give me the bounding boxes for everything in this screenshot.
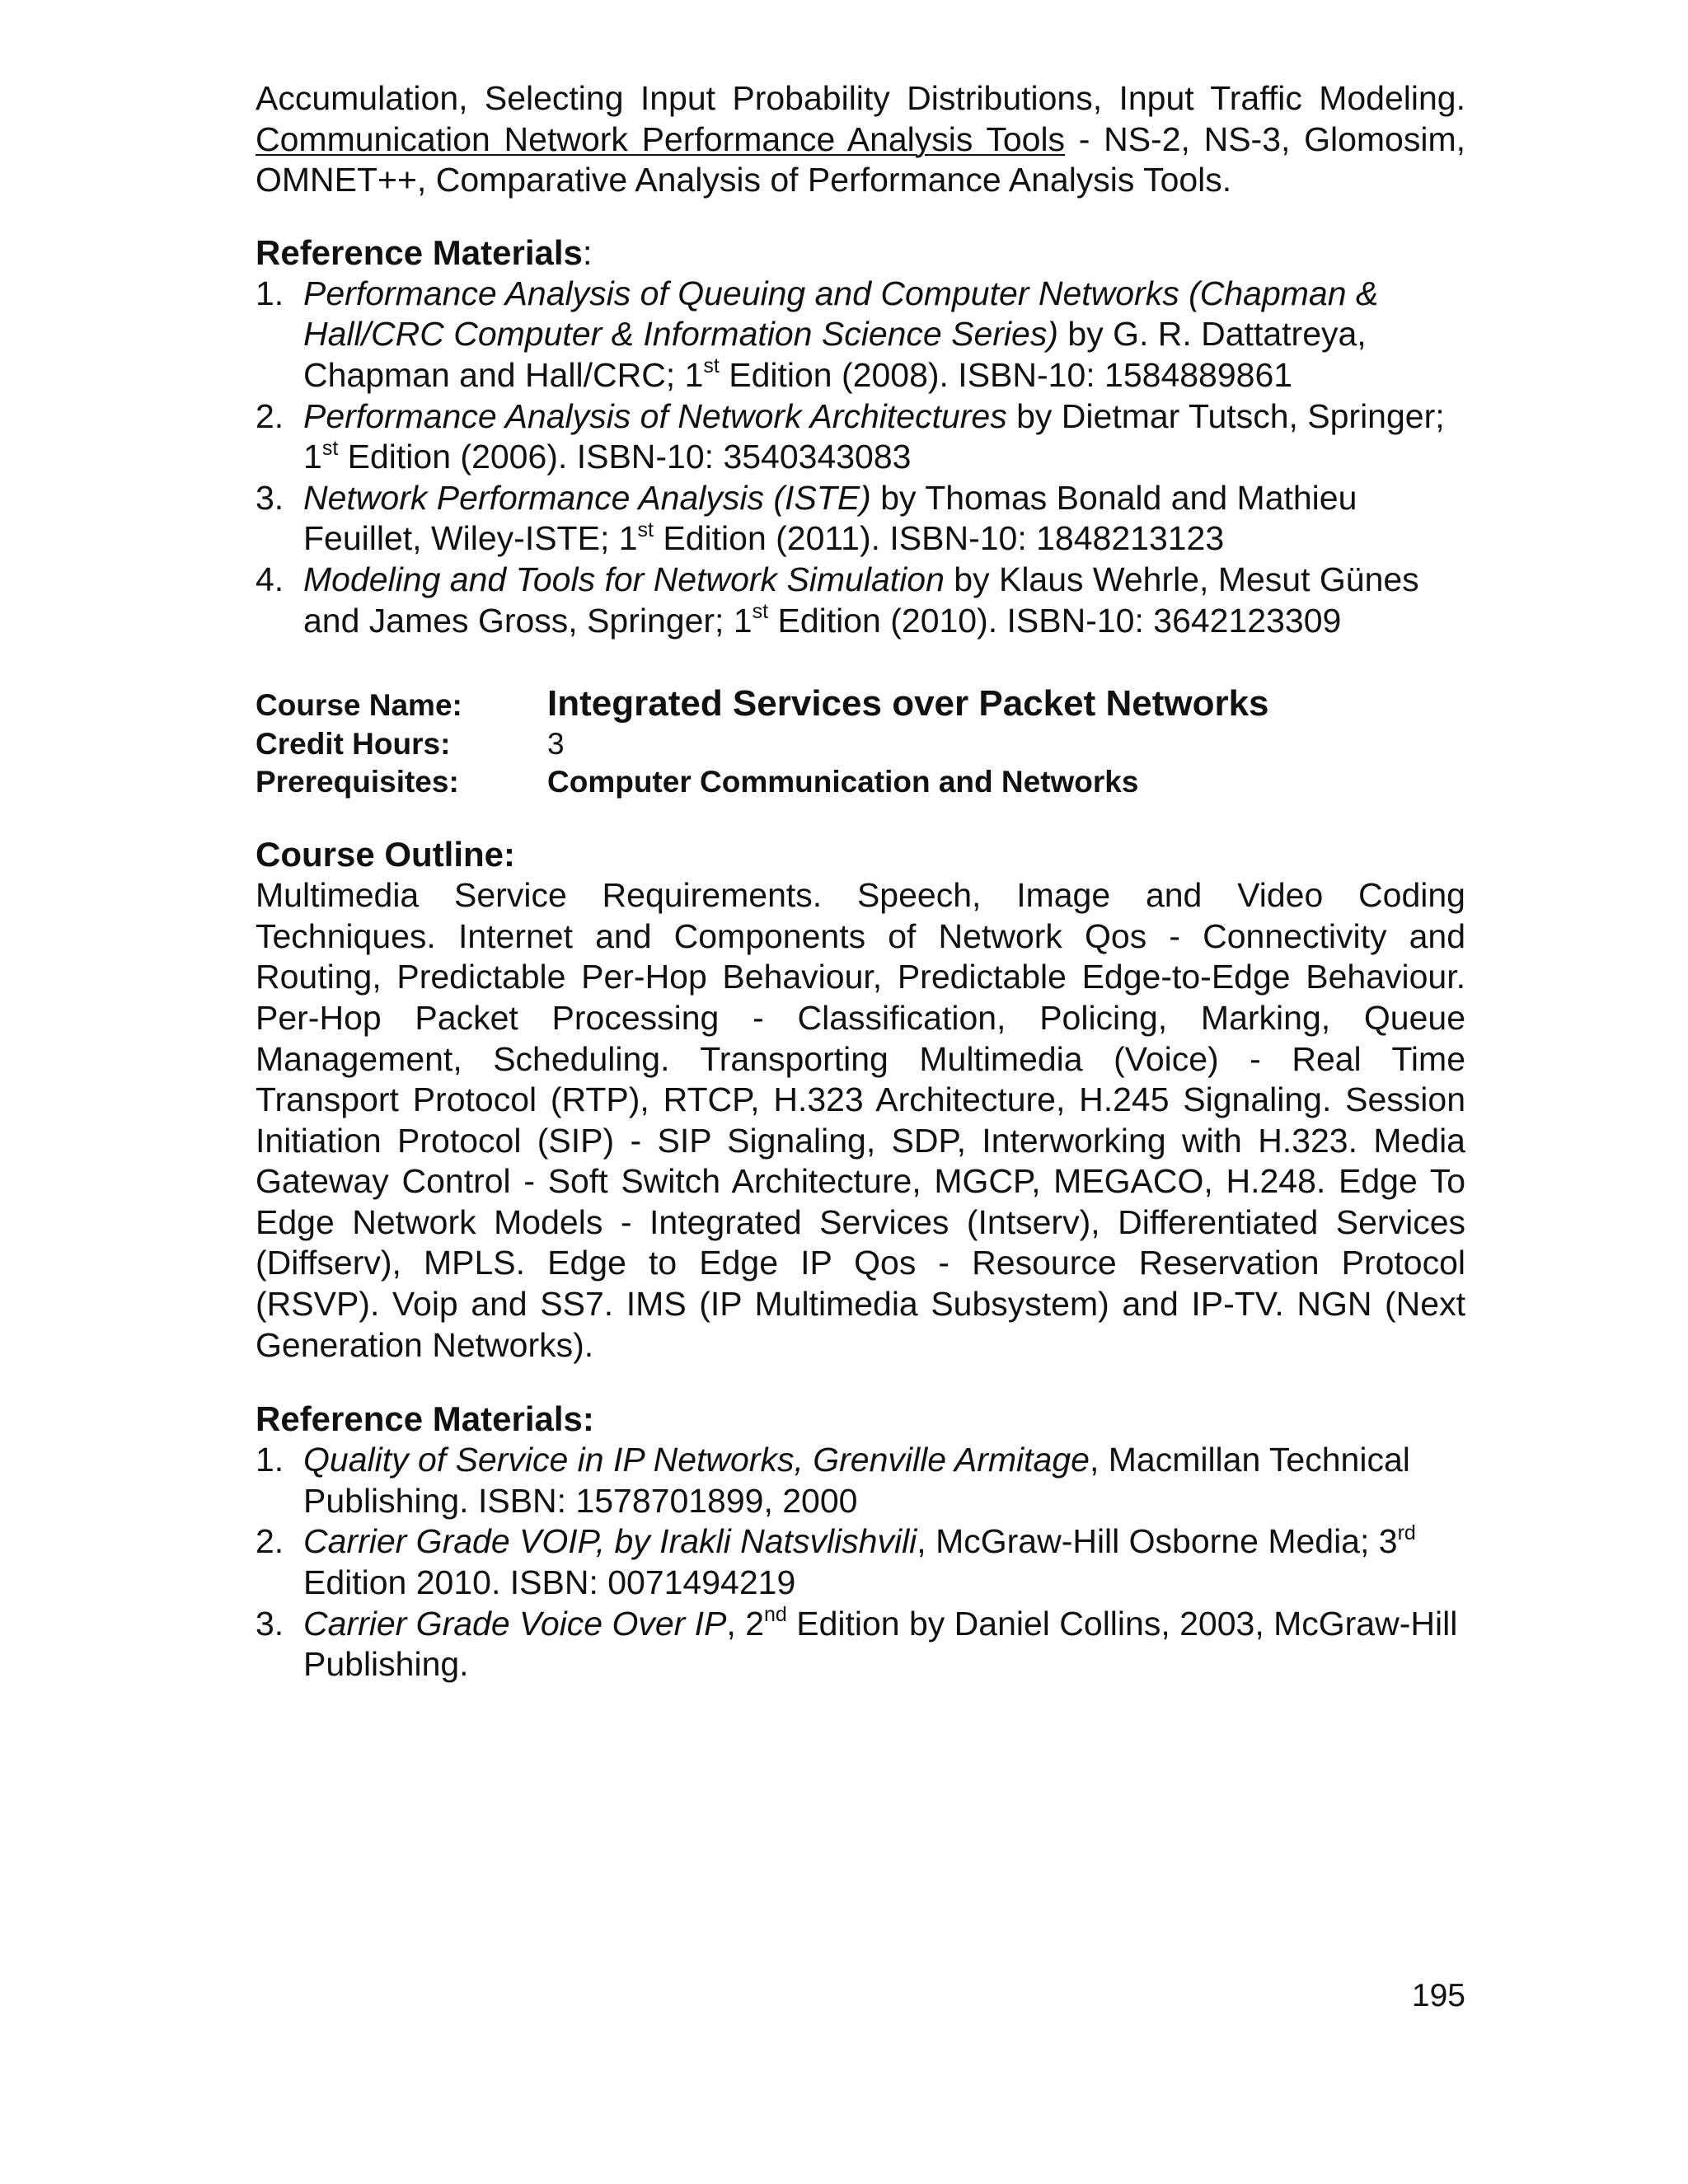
book-edition: Edition 2010. ISBN: 0071494219 (303, 1563, 796, 1602)
ordinal-suffix: st (637, 518, 654, 541)
credit-hours-value: 3 (547, 727, 565, 762)
ordinal-suffix: st (752, 599, 769, 623)
ordinal-suffix: rd (1397, 1521, 1416, 1544)
reference-list-1 (256, 274, 1465, 641)
book-details: , McGraw-Hill Osborne Media; 3 (917, 1522, 1398, 1561)
book-edition: Edition (2011). ISBN-10: 1848213123 (654, 519, 1225, 558)
prerequisites-row (256, 763, 1465, 801)
reference-materials-heading (256, 232, 1465, 274)
course-name-row (256, 682, 1465, 725)
prerequisites-label: Prerequisites: (256, 765, 459, 799)
book-title: Performance Analysis of Network Architectures (303, 396, 1007, 435)
book-title: Performance Analysis of Queuing and Computer Networks (Chapman & Hall/CRC Computer & Information Science Series) (303, 274, 1379, 354)
book-title: Quality of Service in IP Networks, Grenville Armitage (303, 1441, 1090, 1479)
course-info (256, 682, 1465, 801)
credit-hours-row (256, 725, 1465, 763)
reference-list-2 (256, 1440, 1465, 1685)
book-edition: Edition (2008). ISBN-10: 1584889861 (719, 355, 1293, 394)
book-title: Carrier Grade VOIP, by Irakli Natsvlishvili (303, 1522, 917, 1561)
intro-text-continued: - NS-2, NS-3, Glomosim, OMNET++, Comparative Analysis of Performance Analysis Tools. (256, 120, 1465, 199)
reference-heading-text: Reference Materials (256, 232, 583, 272)
reference-item (256, 478, 1465, 560)
book-details: by Klaus Wehrle, Mesut Günes and James Gross, Springer; 1 (303, 560, 1419, 640)
course-name-label: Course Name: (256, 688, 462, 723)
credit-hours-label: Credit Hours: (256, 727, 451, 762)
item-number: 1. (256, 1441, 284, 1479)
page-number: 195 (1411, 1978, 1465, 2013)
document-page (256, 78, 1465, 1685)
book-details: by Thomas Bonald and Mathieu Feuillet, Wiley-ISTE; 1 (303, 478, 1357, 558)
reference-item (256, 1604, 1465, 1685)
book-title: Carrier Grade Voice Over IP (303, 1604, 727, 1643)
course-outline-text: Multimedia Service Requirements. Speech, Image and Video Coding Techniques. Internet and Components of Network Qos - Connectivity and Routing, Predictable Per-Hop Behaviour, Predictable Edge-to-Edge Behaviour. Per-Hop Packet Processing - Classification, Policing, Marking, Queue Management, Scheduling. Transporting Multimedia (Voice) - Real Time Transport Protocol (RTP), RTCP, H.323 Architecture, H.245 Signaling. Session Initiation Protocol (SIP) - SIP Signaling, SDP, Interworking with H.323. Media Gateway Control - Soft Switch Architecture, MGCP, MEGACO, H.248. Edge To Edge Network Models - Integrated Services (Intserv), Differentiated Services (Diffserv), MPLS. Edge to Edge IP Qos - Resource Reservation Protocol (RSVP). Voip and SS7. IMS (IP Multimedia Subsystem) and IP-TV. NGN (Next Generation Networks). (256, 876, 1465, 1364)
item-number: 3. (256, 478, 284, 517)
book-title: Network Performance Analysis (ISTE) (303, 478, 871, 517)
book-details: , Macmillan Technical Publishing. ISBN: 1578701899, 2000 (303, 1441, 1410, 1520)
book-edition: Edition (2010). ISBN-10: 3642123309 (768, 601, 1342, 640)
intro-paragraph (256, 78, 1465, 201)
item-number: 2. (256, 1522, 284, 1561)
tools-heading-underlined: Communication Network Performance Analysis Tools (256, 120, 1066, 158)
course-outline-heading: Course Outline: (256, 835, 516, 874)
course-name-value: Integrated Services over Packet Networks (547, 683, 1269, 724)
ordinal-suffix: st (703, 354, 720, 378)
book-edition: Edition (2006). ISBN-10: 3540343083 (338, 438, 912, 476)
ordinal-suffix: st (321, 436, 339, 460)
reference-materials-heading-2: Reference Materials: (256, 1399, 594, 1439)
reference-item (256, 396, 1465, 478)
reference-item (256, 560, 1465, 641)
item-number: 2. (256, 396, 284, 435)
reference-item (256, 1440, 1465, 1521)
item-number: 3. (256, 1604, 284, 1643)
book-details: , 2 (726, 1604, 765, 1643)
book-title: Modeling and Tools for Network Simulation (303, 560, 945, 598)
book-details: by G. R. Dattatreya, Chapman and Hall/CRC; 1 (303, 315, 1367, 394)
item-number: 4. (256, 560, 284, 598)
reference-item (256, 1521, 1465, 1603)
item-number: 1. (256, 274, 284, 312)
book-edition: Edition by Daniel Collins, 2003, McGraw-Hill Publishing. (303, 1604, 1458, 1684)
ordinal-suffix: nd (764, 1602, 787, 1626)
intro-text: Accumulation, Selecting Input Probability Distributions, Input Traffic Modeling. (256, 79, 1465, 117)
reference-heading-colon: : (582, 232, 593, 272)
reference-item (256, 274, 1465, 396)
book-details: by Dietmar Tutsch, Springer; 1 (303, 396, 1445, 476)
prerequisites-value: Computer Communication and Networks (547, 765, 1139, 799)
